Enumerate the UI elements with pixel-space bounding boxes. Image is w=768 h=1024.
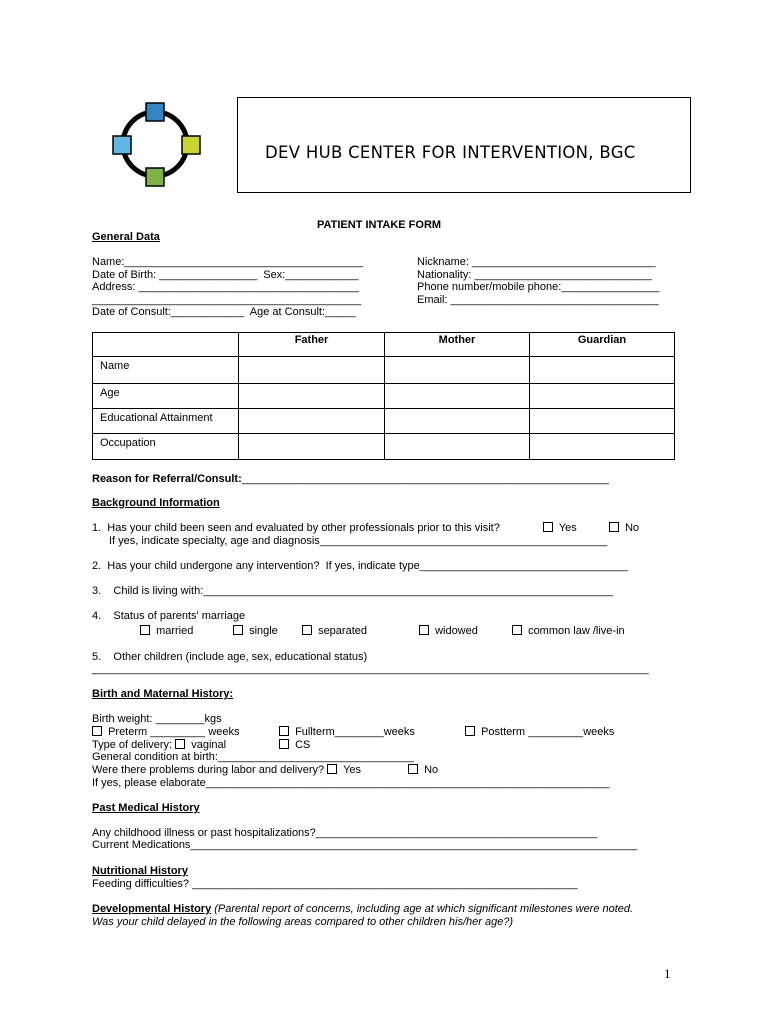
marriage-option-married[interactable] xyxy=(140,625,193,638)
row-label-name: Name xyxy=(93,357,239,384)
option-label: separated xyxy=(318,625,367,637)
cs-label: CS xyxy=(295,739,311,751)
checkbox-icon[interactable] xyxy=(233,625,243,635)
question-4: 4. Status of parents' marriage xyxy=(92,610,246,622)
background-heading: Background Information xyxy=(92,497,220,509)
feeding-field[interactable]: Feeding difficulties? _______________________________________________________________ xyxy=(92,878,578,890)
marriage-option-separated[interactable] xyxy=(302,625,367,638)
option-label: single xyxy=(249,625,278,637)
q1-no-label: No xyxy=(625,522,640,534)
table-row xyxy=(93,357,675,384)
organization-logo xyxy=(108,100,206,190)
cell-father-occupation[interactable] xyxy=(239,434,385,460)
no-label: No xyxy=(424,764,439,776)
marriage-option-single[interactable] xyxy=(233,625,278,638)
checkbox-icon[interactable] xyxy=(609,522,619,532)
dob-sex-field[interactable]: Date of Birth: ________________ Sex:____________ xyxy=(92,269,359,281)
checkbox-icon[interactable] xyxy=(327,764,337,774)
organization-name: DEV HUB CENTER FOR INTERVENTION, BGC xyxy=(265,143,636,162)
checkbox-icon[interactable] xyxy=(512,625,522,635)
marriage-option-common-law[interactable] xyxy=(512,625,625,638)
general-condition-field[interactable]: General condition at birth:________________________________ xyxy=(92,751,414,763)
vaginal-label: vaginal xyxy=(191,739,227,751)
option-label: Postterm _________weeks xyxy=(481,726,615,738)
question-1: 1. Has your child been seen and evaluated by other professionals prior to this visit? xyxy=(92,522,500,534)
labor-problems-label: Were there problems during labor and delivery? xyxy=(92,764,325,776)
row-label-age: Age xyxy=(93,384,239,409)
option-label: married xyxy=(156,625,194,637)
question-5-line[interactable]: ___________________________________________________________________________________________ xyxy=(92,663,649,675)
cell-father-age[interactable] xyxy=(239,384,385,409)
column-mother: Mother xyxy=(385,333,530,357)
name-field[interactable]: Name:_______________________________________ xyxy=(92,256,363,268)
cell-mother-occupation[interactable] xyxy=(385,434,530,460)
labor-problems-no[interactable] xyxy=(408,764,438,777)
logo-square-right xyxy=(182,136,200,154)
checkbox-icon[interactable] xyxy=(465,726,475,736)
checkbox-icon[interactable] xyxy=(175,739,185,749)
cell-mother-education[interactable] xyxy=(385,409,530,434)
phone-field[interactable]: Phone number/mobile phone:________________ xyxy=(417,281,660,293)
checkbox-icon[interactable] xyxy=(419,625,429,635)
postterm-option[interactable] xyxy=(465,726,614,739)
table-row xyxy=(93,384,675,409)
checkbox-icon[interactable] xyxy=(92,726,102,736)
referral-line: ____________________________________________________________ xyxy=(241,473,609,485)
elaborate-field[interactable]: If yes, please elaborate__________________________________________________________________ xyxy=(92,777,610,789)
birth-weight-field[interactable]: Birth weight: ________kgs xyxy=(92,713,222,725)
q1-yes-label: Yes xyxy=(558,522,577,534)
option-label: widowed xyxy=(435,625,478,637)
question-5: 5. Other children (include age, sex, educational status) xyxy=(92,651,368,663)
checkbox-icon[interactable] xyxy=(408,764,418,774)
developmental-note-1: (Parental report of concerns, including age at which significant milestones were noted. xyxy=(214,903,634,915)
referral-row[interactable] xyxy=(92,473,609,486)
checkbox-icon[interactable] xyxy=(302,625,312,635)
past-medical-heading: Past Medical History xyxy=(92,802,200,814)
checkbox-icon[interactable] xyxy=(543,522,553,532)
developmental-row xyxy=(92,903,633,916)
email-field[interactable]: Email: __________________________________ xyxy=(417,294,659,306)
page-number: 1 xyxy=(664,966,671,981)
address-line-2[interactable]: ____________________________________________ xyxy=(92,294,362,306)
labor-problems-row xyxy=(92,764,361,777)
consult-field[interactable]: Date of Consult:____________ Age at Consult:_____ xyxy=(92,306,356,318)
yes-label: Yes xyxy=(343,764,362,776)
logo-square-left xyxy=(113,136,131,154)
q1-yes-option[interactable] xyxy=(543,522,577,535)
birth-history-heading: Birth and Maternal History: xyxy=(92,688,234,700)
nickname-field[interactable]: Nickname: ______________________________ xyxy=(417,256,656,268)
fullterm-option[interactable] xyxy=(279,726,415,739)
checkbox-icon[interactable] xyxy=(279,726,289,736)
marriage-option-widowed[interactable] xyxy=(419,625,478,638)
option-label: common law /live-in xyxy=(528,625,625,637)
cell-mother-age[interactable] xyxy=(385,384,530,409)
row-label-occupation: Occupation xyxy=(93,434,239,460)
cell-guardian-occupation[interactable] xyxy=(530,434,675,460)
question-3[interactable]: 3. Child is living with:___________________________________________________________________ xyxy=(92,585,614,597)
table-header-blank xyxy=(93,333,239,357)
referral-label: Reason for Referral/Consult: xyxy=(92,473,242,485)
table-header-row xyxy=(93,333,675,357)
question-2[interactable]: 2. Has your child undergone any intervention? If yes, indicate type__________________________________ xyxy=(92,560,628,572)
column-father: Father xyxy=(239,333,385,357)
preterm-option[interactable] xyxy=(92,726,240,739)
illness-field[interactable]: Any childhood illness or past hospitalizations?______________________________________________ xyxy=(92,827,598,839)
option-label: Preterm _________ weeks xyxy=(108,726,240,738)
row-label-education: Educational Attainment xyxy=(93,409,239,434)
table-row xyxy=(93,434,675,460)
cell-guardian-education[interactable] xyxy=(530,409,675,434)
logo-square-bottom xyxy=(146,168,164,186)
column-guardian: Guardian xyxy=(530,333,675,357)
developmental-heading: Developmental History xyxy=(92,903,212,915)
question-1-followup[interactable]: If yes, indicate specialty, age and diagnosis_______________________________________________ xyxy=(109,535,608,547)
developmental-note-2: Was your child delayed in the following areas compared to other children his/her age?) xyxy=(92,916,514,928)
checkbox-icon[interactable] xyxy=(140,625,150,635)
parents-table xyxy=(92,332,675,460)
option-label: Fullterm________weeks xyxy=(295,726,415,738)
cell-father-name[interactable] xyxy=(239,357,385,384)
cell-mother-name[interactable] xyxy=(385,357,530,384)
cell-father-education[interactable] xyxy=(239,409,385,434)
table-row xyxy=(93,409,675,434)
nutritional-heading: Nutritional History xyxy=(92,865,188,877)
medications-field[interactable]: Current Medications_________________________________________________________________________ xyxy=(92,839,638,851)
form-title: PATIENT INTAKE FORM xyxy=(317,219,442,231)
general-data-heading: General Data xyxy=(92,231,160,243)
logo-square-top xyxy=(146,103,164,121)
cell-guardian-name[interactable] xyxy=(530,357,675,384)
nationality-field[interactable]: Nationality: _____________________________ xyxy=(417,269,652,281)
checkbox-icon[interactable] xyxy=(279,739,289,749)
address-field[interactable]: Address: ____________________________________ xyxy=(92,281,359,293)
q1-no-option[interactable] xyxy=(609,522,639,535)
delivery-label: Type of delivery: xyxy=(92,739,173,751)
cell-guardian-age[interactable] xyxy=(530,384,675,409)
